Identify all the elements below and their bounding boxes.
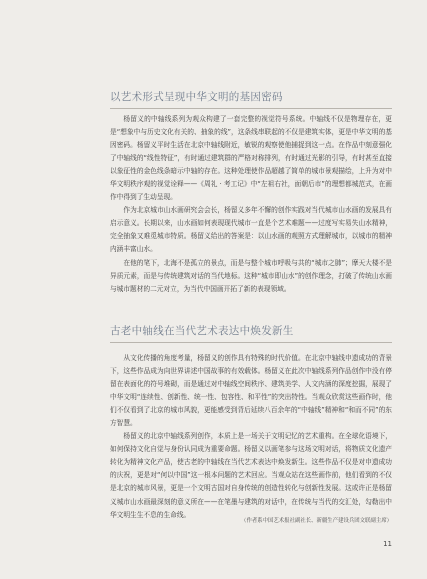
body-paragraph: 在他的笔下，北海不是孤立的景点，而是与整个城市呼吸与共的“城市之肺”；摩天大楼不是异质元素，而是与传统建筑对话的当代地标。这种“城市即山水”的创作理念，打破了传统山水画与城市题材的二元对立，为当代中国画开拓了新的表现领域。: [110, 258, 392, 293]
body-paragraph: 从文化传播的角度考量，杨留义的创作具有特殊的时代价值。在北京中轴线申遗成功的背景下，这些作品成为向世界讲述中国故事的有效载体。杨留义在此次中轴线系列作品创作中没有停留在表面化的符号堆砌，而是通过对中轴线空间秩序、建筑美学、人文内涵的深度挖掘，展现了中华文明“连续性、创新性、统一性、包容性、和平性”的突出特性。当观众欣赏这些画作时，他们不仅看到了北京的城市风貌，更能感受到背后延续八百余年的“中轴线”精神和“和而不同”的东方智慧。: [110, 354, 392, 428]
body-paragraph: 杨留义的北京中轴线系列创作，本质上是一场关于文明记忆的艺术重构。在全球化语境下，如何保持文化自觉与身份认同成为重要命题。杨留义以画笔参与这场文明对话，将物质文化遗产转化为精神文化产品，使古老的中轴线在当代艺术表达中焕发新生。这些作品不仅是对申遗成功的庆祝，更是对“何以中国”这一根本问题的艺术回应。当观众站在这些画作前，他们看到的不仅是北京的城市风景，更是一个文明古国对自身传统的创造性转化与创新性发展。这或许正是杨留义城市山水画最深刻的意义所在——在笔墨与建筑的对话中，在传统与当代的交汇处，勾勒出中华文明生生不息的生命线。: [110, 432, 392, 519]
body-paragraph: 作为北京城市山水画研究会会长，杨留义多年不懈的创作实践对当代城市山水画的发展具有启示意义。长期以来，山水画如何表现现代城市一直是个艺术难题——过度写实易失山水精神，完全抽象又难觅城市特质。杨留义给出的答案是：以山水画的观照方式理解城市，以城市的精神内涵丰富山水。: [110, 206, 392, 254]
section-body: [110, 113, 392, 296]
page-number: 11: [383, 540, 392, 548]
section-heading: 古老中轴线在当代艺术表达中焕发新生: [110, 325, 294, 337]
heading-divider: [110, 108, 392, 109]
body-paragraph: 杨留义的中轴线系列为观众构建了一套完整的视觉符号系统。中轴线不仅是物理存在，更是“想象中与历史文化有关的、抽象的线”，这条线串联起的不仅是建筑实体，更是中华文明的基因密码。杨留义平时生活在北京中轴线附近，敏锐的观察使他捕捉到这一点。在作品中刻意强化了中轴线的“线性特征”，有时通过建筑群的严格对称排列，有时通过光影的引导，有时甚至直接以象征性的金色线条暗示中轴的存在。这种处理使作品超越了简单的城市景观描绘，上升为对中华文明秩序观的视觉诠释——《周礼 · 考工记》中“左祖右社，面朝后市”的理想都城范式，在画作中得到了生动呈现。: [110, 115, 392, 202]
heading-divider: [110, 342, 392, 343]
section-heading: 以艺术形式呈现中华文明的基因密码: [110, 91, 283, 103]
section-body: [110, 352, 392, 522]
author-note: （作者系中国艺术报社副社长、新疆生产建设兵团文联副主席）: [241, 518, 392, 524]
